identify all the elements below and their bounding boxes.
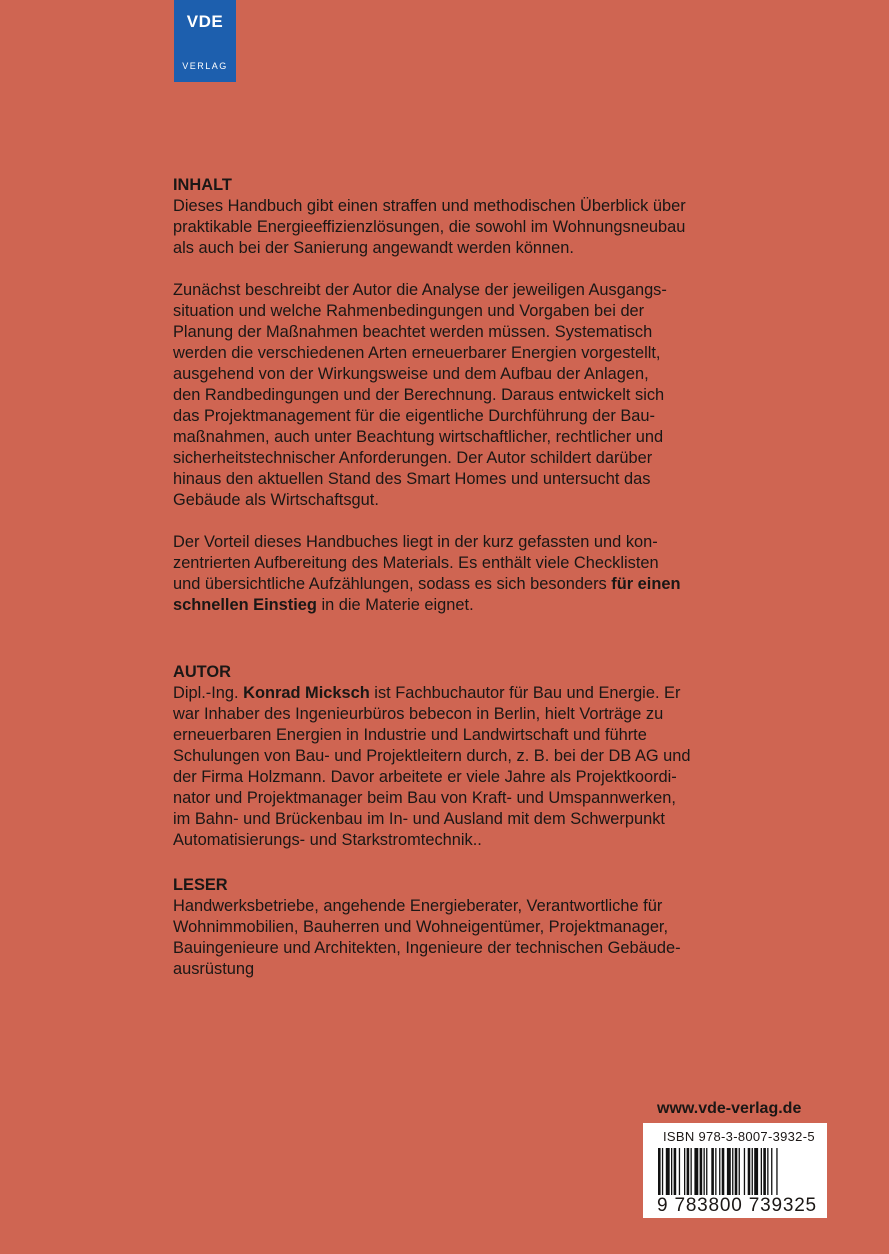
barcode-bar — [776, 1148, 777, 1202]
barcode-bar — [752, 1148, 753, 1195]
barcode-bar — [735, 1148, 738, 1195]
text-line: Schulungen von Bau- und Projektleitern durch, z. B. bei der DB AG und — [173, 747, 691, 765]
text-line: situation und welche Rahmenbedingungen und Vorgaben bei der — [173, 302, 645, 320]
text-line: war Inhaber des Ingenieurbüros bebecon in Berlin, hielt Vorträge zu — [173, 705, 664, 723]
logo-brand: VDE — [186, 12, 224, 31]
text-line: zentrierten Aufbereitung des Materials. Es enthält viele Checklisten — [173, 554, 659, 572]
barcode-bar — [694, 1148, 698, 1195]
paragraph — [173, 532, 686, 616]
text-line: Planung der Maßnahmen beachtet werden müssen. Systematisch — [173, 323, 653, 341]
barcode-bars — [658, 1148, 816, 1202]
bold-text: Konrad Micksch — [243, 684, 370, 702]
text-segment: in die Materie eignet. — [316, 596, 474, 614]
text-line: nator und Projektmanager beim Bau von Kraft- und Umspannwerken, — [173, 789, 676, 807]
text-line: ausrüstung — [173, 960, 255, 978]
text-line: den Randbedingungen und der Berechnung. Daraus entwickelt sich — [173, 386, 665, 404]
barcode-bar — [711, 1148, 714, 1195]
text-line — [173, 574, 686, 595]
text-segment: ist Fachbuchautor für Bau und Energie. Er — [369, 684, 681, 702]
text-line: werden die verschiedenen Arten erneuerbarer Energien vorgestellt, — [173, 344, 661, 362]
isbn-text: ISBN 978-3-8007-3932-5 — [663, 1129, 815, 1144]
barcode-bar — [662, 1148, 663, 1202]
text-line — [173, 595, 686, 616]
paragraph — [173, 683, 691, 851]
section-heading: AUTOR — [173, 663, 231, 681]
barcode-bar — [691, 1148, 692, 1195]
text-line: Gebäude als Wirtschaftsgut. — [173, 491, 379, 509]
publisher-url[interactable]: www.vde-verlag.de — [657, 1100, 802, 1117]
text-line: Dieses Handbuch gibt einen straffen und methodischen Überblick über — [173, 197, 686, 215]
text-line: sicherheitstechnischer Anforderungen. Der Autor schildert darüber — [173, 449, 653, 467]
text-line: der Firma Holzmann. Davor arbeitete er viele Jahre als Projektkoordi- — [173, 768, 677, 786]
barcode-bar — [719, 1148, 720, 1202]
barcode-bar — [706, 1148, 707, 1195]
barcode-bar — [658, 1148, 661, 1202]
text-line: im Bahn- und Brückenbau im In- und Ausland mit dem Schwerpunkt — [173, 810, 665, 828]
bold-text: für einen — [611, 575, 681, 593]
section-leser — [173, 875, 681, 1001]
logo-sub: VERLAG — [182, 61, 228, 71]
barcode-bar — [666, 1148, 670, 1195]
section-autor — [173, 662, 691, 872]
barcode-bar — [761, 1148, 762, 1195]
paragraph — [173, 896, 681, 980]
text-line: praktikable Energieeffizienzlösungen, die sowohl im Wohnungsneubau — [173, 218, 686, 236]
text-line: hinaus den aktuellen Stand des Smart Homes und untersucht das — [173, 470, 651, 488]
barcode-bar — [744, 1148, 745, 1195]
section-heading: INHALT — [173, 176, 232, 194]
isbn-barcode — [643, 1123, 827, 1218]
barcode-bar — [732, 1148, 733, 1195]
barcode-bar — [748, 1148, 751, 1195]
barcode-bar — [771, 1148, 772, 1195]
paragraph — [173, 280, 686, 511]
barcode-bar — [715, 1148, 716, 1195]
barcode-bar — [704, 1148, 705, 1195]
text-line: Handwerksbetriebe, angehende Energieberater, Verantwortliche für — [173, 897, 663, 915]
text-line: Automatisierungs- und Starkstromtechnik.. — [173, 831, 482, 849]
paragraph — [173, 196, 686, 259]
barcode-bar — [722, 1148, 725, 1195]
barcode-digits: 9 783800 739325 — [657, 1195, 817, 1216]
text-line: Bauingenieure und Architekten, Ingenieure der technischen Gebäude- — [173, 939, 681, 957]
barcode-bar — [687, 1148, 690, 1195]
section-heading: LESER — [173, 876, 228, 894]
text-line: das Projektmanagement für die eigentliche Durchführung der Bau- — [173, 407, 655, 425]
barcode-bar — [754, 1148, 758, 1195]
text-line: als auch bei der Sanierung angewandt werden können. — [173, 239, 574, 257]
text-line: Wohnimmobilien, Bauherren und Wohneigentümer, Projektmanager, — [173, 918, 669, 936]
text-line — [173, 683, 691, 704]
vde-verlag-logo — [174, 0, 236, 82]
text-segment: Dipl.-Ing. — [173, 684, 244, 702]
section-inhalt — [173, 175, 686, 637]
text-line: maßnahmen, auch unter Beachtung wirtschaftlicher, rechtlicher und — [173, 428, 664, 446]
barcode-bar — [674, 1148, 677, 1195]
text-line: ausgehend von der Wirkungsweise und dem Aufbau der Anlagen, — [173, 365, 649, 383]
barcode-bar — [684, 1148, 685, 1195]
barcode-bar — [679, 1148, 680, 1195]
text-line: erneuerbaren Energien in Industrie und Landwirtschaft und führte — [173, 726, 647, 744]
barcode-bar — [727, 1148, 731, 1195]
bold-text: schnellen Einstieg — [173, 596, 317, 614]
text-line: Zunächst beschreibt der Autor die Analyse der jeweiligen Ausgangs- — [173, 281, 667, 299]
barcode-bar — [671, 1148, 672, 1195]
barcode-bar — [739, 1148, 740, 1195]
text-segment: und übersichtliche Aufzählungen, sodass es sich besonders — [173, 575, 612, 593]
barcode-bar — [767, 1148, 768, 1195]
text-line: Der Vorteil dieses Handbuches liegt in der kurz gefassten und kon- — [173, 533, 658, 551]
barcode-bar — [700, 1148, 703, 1195]
barcode-bar — [763, 1148, 766, 1195]
